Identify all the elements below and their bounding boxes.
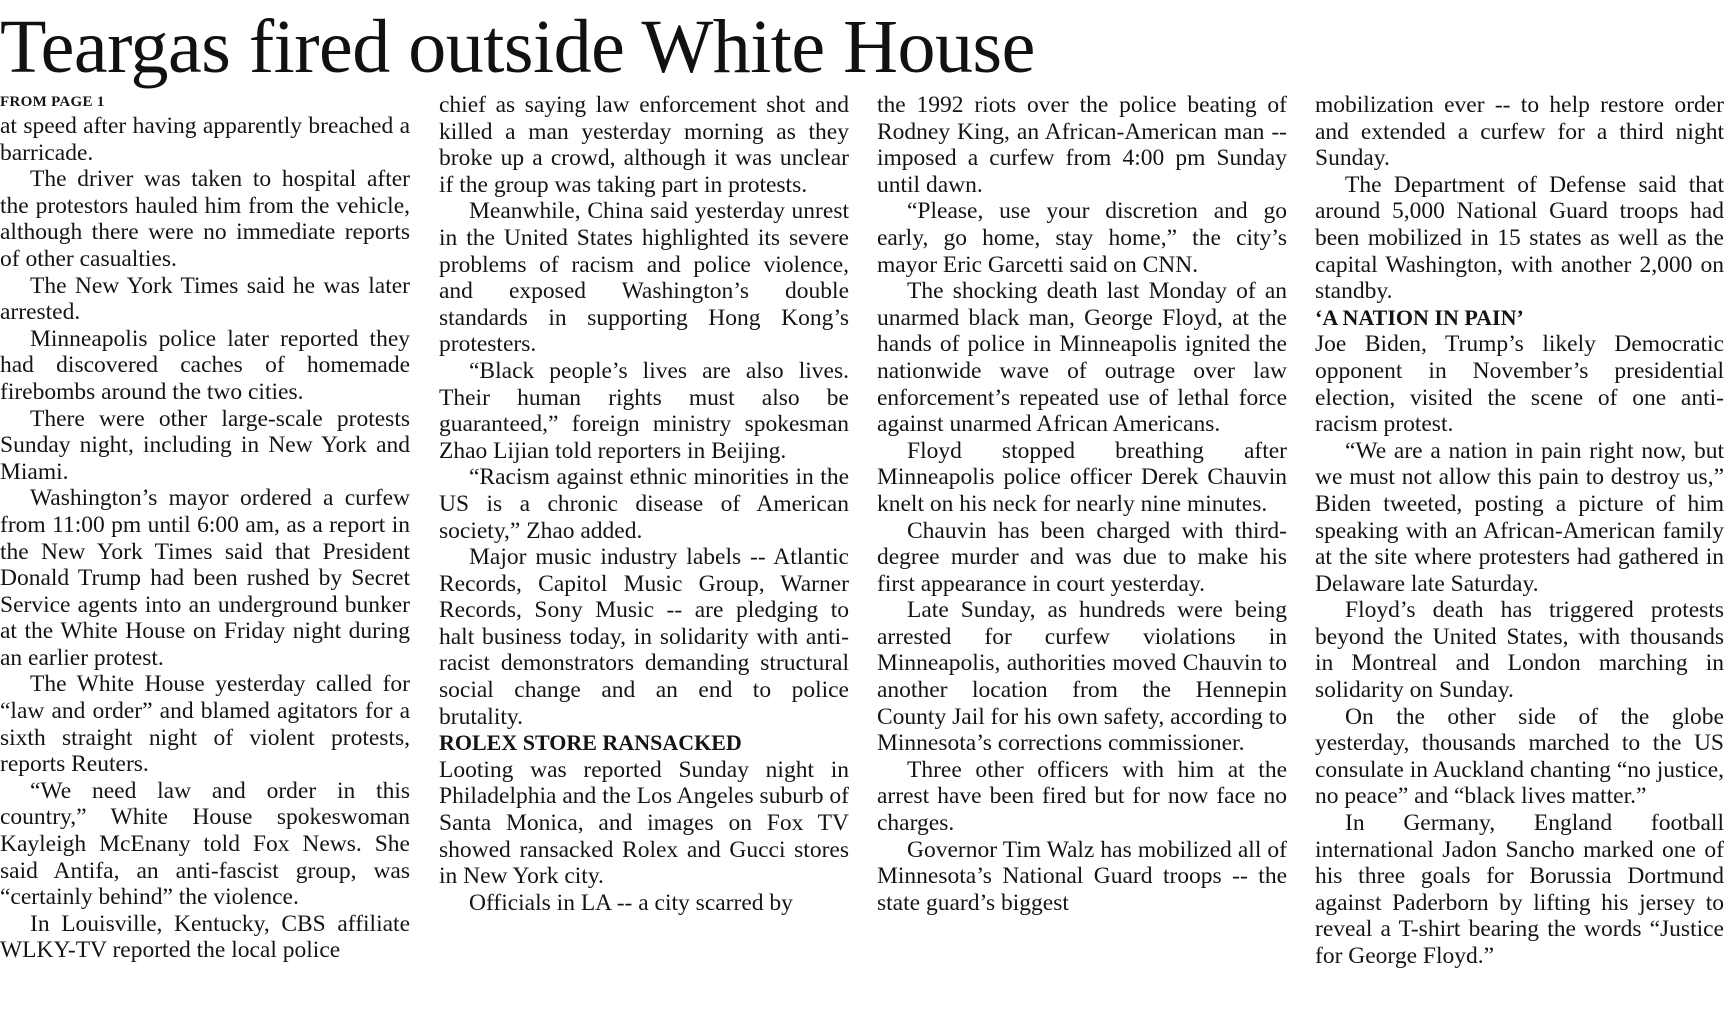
paragraph: “Please, use your discretion and go early, go home, stay home,” the city’s mayor Eric Garcetti said on CNN.	[877, 198, 1287, 278]
paragraph: Chauvin has been charged with third-degree murder and was due to make his first appearance in court yesterday.	[877, 517, 1287, 597]
paragraph: “Black people’s lives are also lives. Their human rights must also be guaranteed,” foreign ministry spokesman Zhao Lijian told reporters in Beijing.	[439, 357, 849, 464]
paragraph: “We need law and order in this country,” White House spokeswoman Kayleigh McEnany told Fox News. She said Antifa, an anti-fascist group, was “certainly behind” the violence.	[0, 777, 410, 911]
column-1	[0, 92, 410, 1007]
paragraph: Washington’s mayor ordered a curfew from 11:00 pm until 6:00 am, as a report in the New York Times said that President Donald Trump had been rushed by Secret Service agents into an underground bunker at the White House on Friday night during an earlier protest.	[0, 485, 410, 671]
paragraph: Late Sunday, as hundreds were being arrested for curfew violations in Minneapolis, authorities moved Chauvin to another location from the Hennepin County Jail for his own safety, according to Minnesota’s corrections commissioner.	[877, 597, 1287, 757]
paragraph: “We are a nation in pain right now, but we must not allow this pain to destroy us,” Biden tweeted, posting a picture of him speaking with an African-American family at the site where protesters had gathered in Delaware late Saturday.	[1315, 437, 1724, 597]
subheading-rolex: ROLEX STORE RANSACKED	[439, 730, 742, 756]
paragraph: The Department of Defense said that around 5,000 National Guard troops had been mobilized in 15 states as well as the capital Washington, with another 2,000 on standby.	[1315, 171, 1724, 305]
paragraph: Three other officers with him at the arrest have been fired but for now face no charges.	[877, 756, 1287, 837]
paragraph: Major music industry labels -- Atlantic Records, Capitol Music Group, Warner Records, Sony Music -- are pledging to halt business today, in solidarity with anti-racist demonstrators demanding structural social change and an end to police brutality.	[439, 544, 849, 730]
paragraph: at speed after having apparently breached a barricade.	[0, 113, 410, 166]
paragraph: chief as saying law enforcement shot and killed a man yesterday morning as they broke up a crowd, although it was unclear if the group was taking part in protests.	[439, 92, 849, 198]
paragraph: mobilization ever -- to help restore order and extended a curfew for a third night Sunday.	[1315, 92, 1724, 172]
paragraph: Meanwhile, China said yesterday unrest in the United States highlighted its severe problems of racism and police violence, and exposed Washington’s double standards in supporting Hong Kong’s protesters.	[439, 198, 849, 358]
paragraph: In Louisville, Kentucky, CBS affiliate WLKY-TV reported the local police	[0, 910, 410, 964]
paragraph: The shocking death last Monday of an unarmed black man, George Floyd, at the hands of police in Minneapolis ignited the nationwide wave of outrage over law enforcement’s repeated use of lethal force against unarmed African Americans.	[877, 278, 1287, 438]
paragraph: Minneapolis police later reported they had discovered caches of homemade firebombs around the two cities.	[0, 325, 410, 405]
paragraph: Governor Tim Walz has mobilized all of Minnesota’s National Guard troops -- the state guard’s biggest	[877, 836, 1287, 916]
subheading-nation-in-pain: ‘A NATION IN PAIN’	[1315, 304, 1524, 330]
paragraph: The driver was taken to hospital after the protestors hauled him from the vehicle, although there were no immediate reports of other casualties.	[0, 166, 410, 272]
paragraph: the 1992 riots over the police beating of Rodney King, an African-American man -- imposed a curfew from 4:00 pm Sunday until dawn.	[877, 92, 1287, 198]
kicker: FROM PAGE 1	[0, 94, 105, 110]
paragraph: In Germany, England football international Jadon Sancho marked one of his three goals for Borussia Dortmund against Paderborn by lifting his jersey to reveal a T-shirt bearing the words “Justice for George Floyd.”	[1315, 810, 1724, 969]
paragraph: Joe Biden, Trump’s likely Democratic opponent in November’s presidential election, visited the scene of one anti-racism protest.	[1315, 331, 1724, 438]
paragraph: There were other large-scale protests Sunday night, including in New York and Miami.	[0, 405, 410, 485]
headline: Teargas fired outside White House	[0, 5, 1035, 89]
column-2	[439, 92, 849, 1007]
paragraph: Looting was reported Sunday night in Philadelphia and the Los Angeles suburb of Santa Monica, and images on Fox TV showed ransacked Rolex and Gucci stores in New York city.	[439, 756, 849, 890]
column-4	[1315, 92, 1724, 1007]
paragraph: The New York Times said he was later arrested.	[0, 272, 410, 326]
paragraph: Officials in LA -- a city scarred by	[469, 889, 793, 916]
paragraph: On the other side of the globe yesterday, thousands marched to the US consulate in Auckland chanting “no justice, no peace” and “black lives matter.”	[1315, 703, 1724, 810]
paragraph: The White House yesterday called for “law and order” and blamed agitators for a sixth straight night of violent protests, reports Reuters.	[0, 671, 410, 778]
paragraph: “Racism against ethnic minorities in the US is a chronic disease of American society,” Zhao added.	[439, 464, 849, 544]
paragraph: Floyd stopped breathing after Minneapolis police officer Derek Chauvin knelt on his neck for nearly nine minutes.	[877, 437, 1287, 517]
paragraph: Floyd’s death has triggered protests beyond the United States, with thousands in Montreal and London marching in solidarity on Sunday.	[1315, 597, 1724, 704]
column-3	[877, 92, 1287, 1007]
